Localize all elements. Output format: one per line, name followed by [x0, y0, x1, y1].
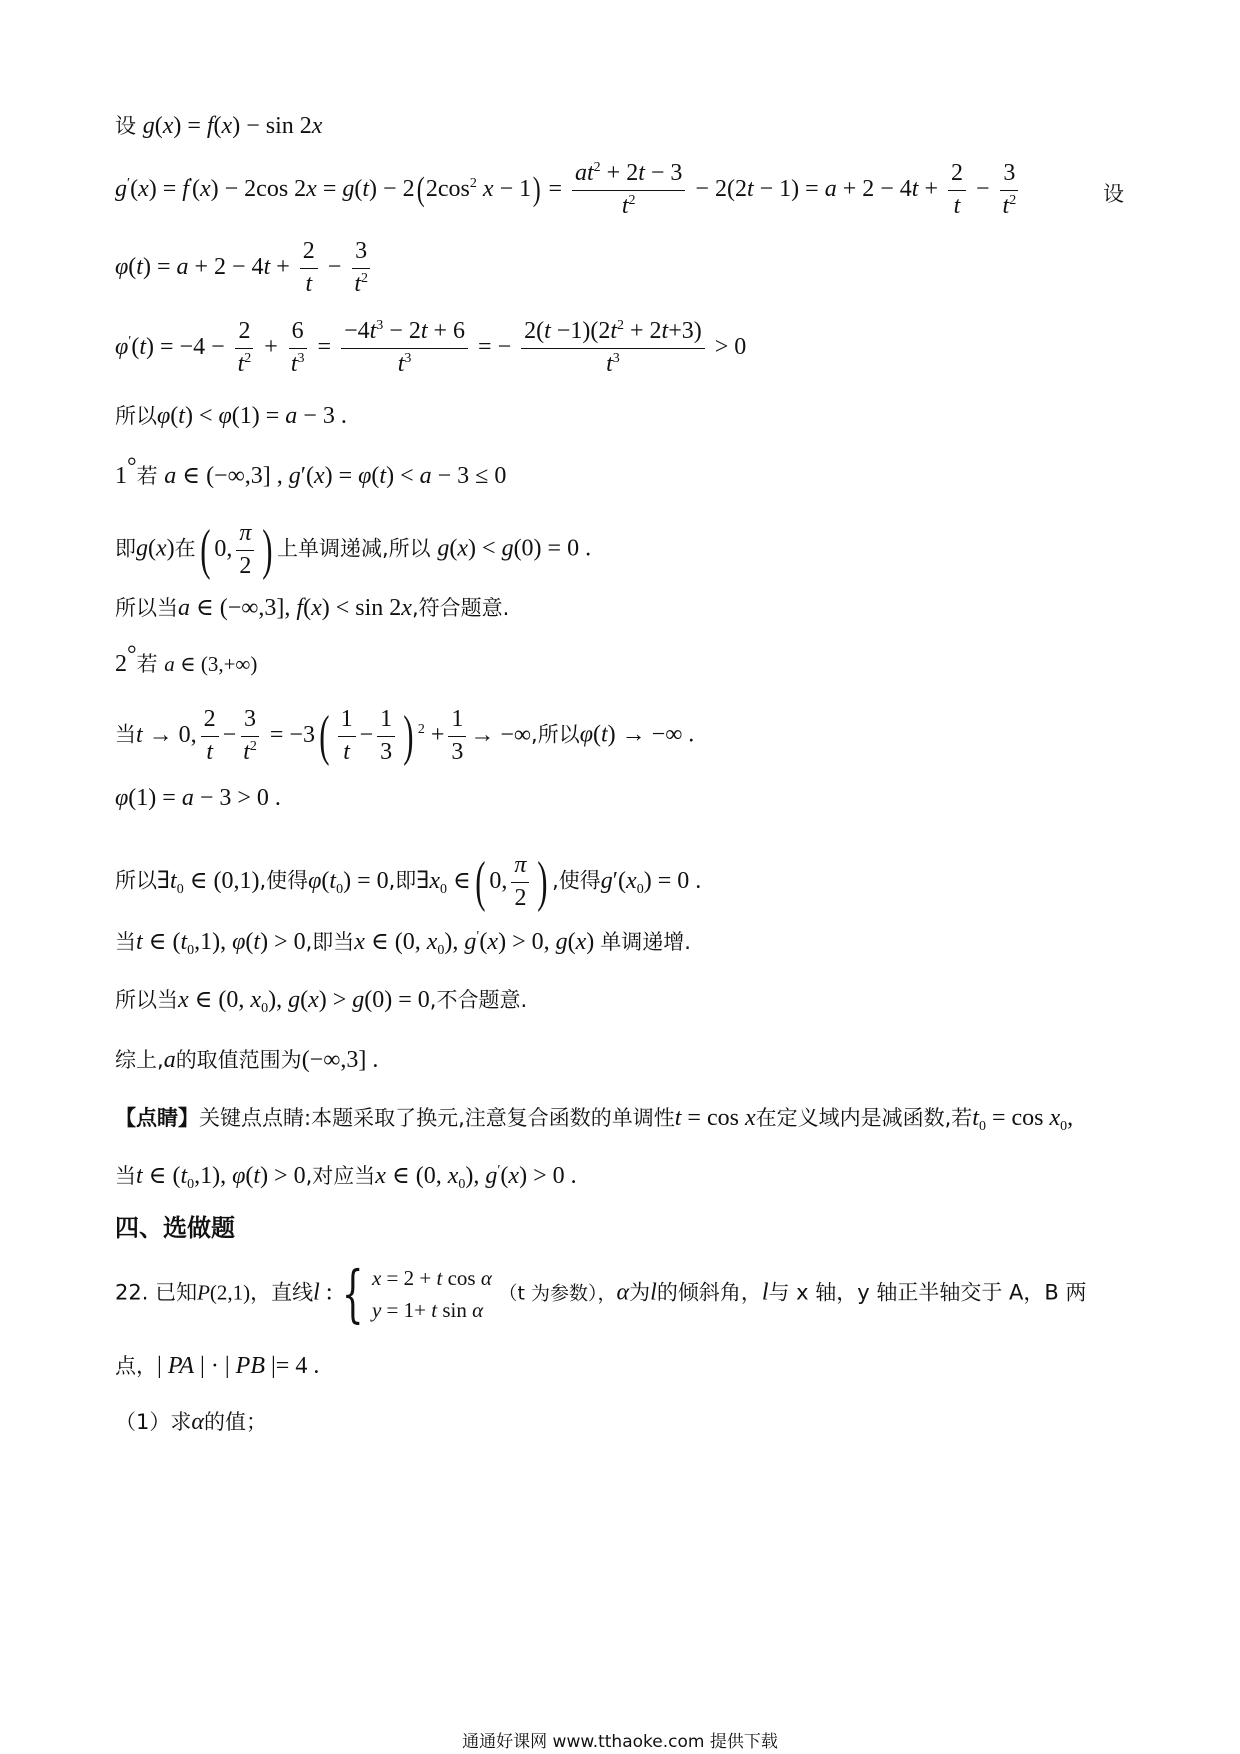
text: 上单调递减,所以 — [277, 536, 431, 561]
text: 所以当 — [115, 988, 178, 1012]
text: ,符合题意. — [411, 596, 510, 620]
text: 综上, — [115, 1048, 164, 1072]
text: 为 — [629, 1280, 651, 1305]
text: （t 为参数）， — [498, 1282, 617, 1305]
text: ,所以 — [531, 722, 580, 747]
text: 所以 — [115, 868, 157, 893]
section-heading: 四、选做题 — [115, 1214, 235, 1242]
text: 所以当 — [115, 596, 178, 620]
degree-mark: ° — [127, 642, 137, 668]
text: 在 — [174, 536, 196, 561]
text: 若 — [136, 464, 158, 488]
text: 所以 — [115, 404, 157, 428]
line-existence: 所以$\exists t_0$ ∈ (0,1),使得$\varphi(t_0) = 0$,即$\exists x_0$ ∈( 0, $\frac{\pi}{2}$ ) ,使得$g'(x_0) = 0$ . — [115, 851, 702, 914]
problem-22-part1: （1）求α的值； — [115, 1409, 267, 1435]
text: ,使得 — [259, 868, 309, 893]
line-g-derivative: g′(x) = f′(x) − 2cos $2x = g(t) - 2(2\cos^2$ x − 1) = $\frac{at^2 + 2t - 3}{t^2}$ − 2(2t − 1) = a + 2 − 4t + $\frac{2}{t}$ − $\frac{3}{t^2}$ 设 — [115, 160, 1124, 219]
text: ,即当 — [305, 930, 355, 954]
line-case1: 1°若 a ∈ (−∞,3] , g′(x) = φ(t) < a − 3 ≤ 0 — [115, 454, 507, 489]
text: 设 — [1103, 182, 1124, 206]
line-phi-one: φ(1) = a − 3 > 0 . — [115, 785, 281, 811]
line-case1-conclusion: 所以当a ∈ (−∞,3], f(x) < sin 2x,符合题意. — [115, 595, 510, 621]
text: ,即 — [388, 868, 417, 893]
text: 的倾斜角， — [656, 1280, 762, 1305]
case-number: 1 — [115, 463, 127, 489]
line-phi-def: φ(t) = a + 2 − 4t + $\frac{2}{t}$ − $\frac{3}{t^2}$ — [115, 238, 375, 298]
text: 点， — [115, 1354, 157, 1378]
line-g-decreasing: 即g(x)在( 0, $\frac{\pi}{2}$ ) 上单调递减,所以 g(x) < g(0) = 0 . — [115, 519, 592, 582]
text: 当 — [115, 930, 136, 954]
line-note-cont: 当t ∈ $(t_0,1)$, φ(t) > 0,对应当x ∈ (0, $x_0$), g′(x) > 0 . — [115, 1163, 577, 1192]
line-define-g: 设 g(x) = f(x) − sin 2x — [115, 113, 323, 139]
text: 的值； — [203, 1410, 267, 1434]
line-case2-conclusion: 所以当x ∈ (0, $x_0$), g(x) > g(0) = 0,不合题意. — [115, 987, 528, 1016]
text: 设 — [115, 114, 136, 138]
text: 在定义域内是减函数,若 — [755, 1106, 973, 1130]
text: 已知 — [155, 1280, 198, 1305]
line-limit: 当t → 0, $\frac{2}{t}$ − $\frac{3}{t^2}$ = −3( $\frac{1}{t}$ − $\frac{1}{3}$ ) $^2$ + $\frac{1}{3}$ → −∞,所以φ(t) → −∞ . — [115, 705, 695, 768]
note-label: 【点睛】 — [115, 1106, 199, 1130]
text: 与 x 轴，y 轴正半轴交于 A，B 两 — [768, 1280, 1087, 1305]
problem-number: 22. — [115, 1280, 149, 1305]
problem-22-line2: 点，| PA | · | PB |= 4 . — [115, 1353, 320, 1379]
text: 的取值范围为 — [175, 1048, 302, 1072]
line-summary: 综上,a的取值范围为(−∞,3] . — [115, 1047, 379, 1073]
text: （1）求 — [115, 1410, 192, 1434]
text: 当 — [115, 1164, 136, 1188]
problem-22-statement: 22. 已知P(2,1)，直线l : { x = 2 + t cos α y = 1+ t sin α （t 为参数），α为l的倾斜角，l与 x 轴，y 轴正半轴交于 A，B 两 — [115, 1257, 1087, 1330]
text: ,对应当 — [305, 1164, 376, 1188]
line-phi-derivative: φ′(t) = −4 − $\frac{2}{t^2}$ + $\frac{6}{t^3}$ = $\frac{-4t^3 - 2t + 6}{t^3}$ = − $\frac{2(t -1)(2t^2 + 2t+3)}{t^3}$ > 0 — [115, 318, 747, 377]
text: 若 — [136, 652, 158, 676]
text: 单调递增. — [600, 930, 691, 954]
line-increasing: 当t ∈ $(t_0,1)$, φ(t) > 0,即当x ∈ (0, $x_0$), g′(x) > 0, g(x) 单调递增. — [115, 929, 691, 958]
text: ，直线 — [250, 1280, 314, 1305]
footer-source: 通通好课网 www.tthaoke.com 提供下载 — [462, 1732, 778, 1752]
degree-mark: ° — [127, 454, 137, 480]
line-phi-bound: 所以φ(t) < φ(1) = a − 3 . — [115, 403, 347, 429]
text: ,不合题意. — [429, 988, 528, 1012]
line-note: 【点睛】关键点点睛:本题采取了换元,注意复合函数的单调性t = cos x在定义域内是减函数,若$t_0 = \cos x_0$, — [115, 1105, 1074, 1134]
line-case2: 2°若 a ∈ (3,+∞) — [115, 642, 258, 677]
case-number: 2 — [115, 651, 127, 677]
text: 关键点点睛:本题采取了换元,注意复合函数的单调性 — [199, 1106, 675, 1130]
text: 即 — [115, 536, 136, 561]
text: 当 — [115, 722, 136, 747]
text: ,使得 — [552, 868, 601, 893]
